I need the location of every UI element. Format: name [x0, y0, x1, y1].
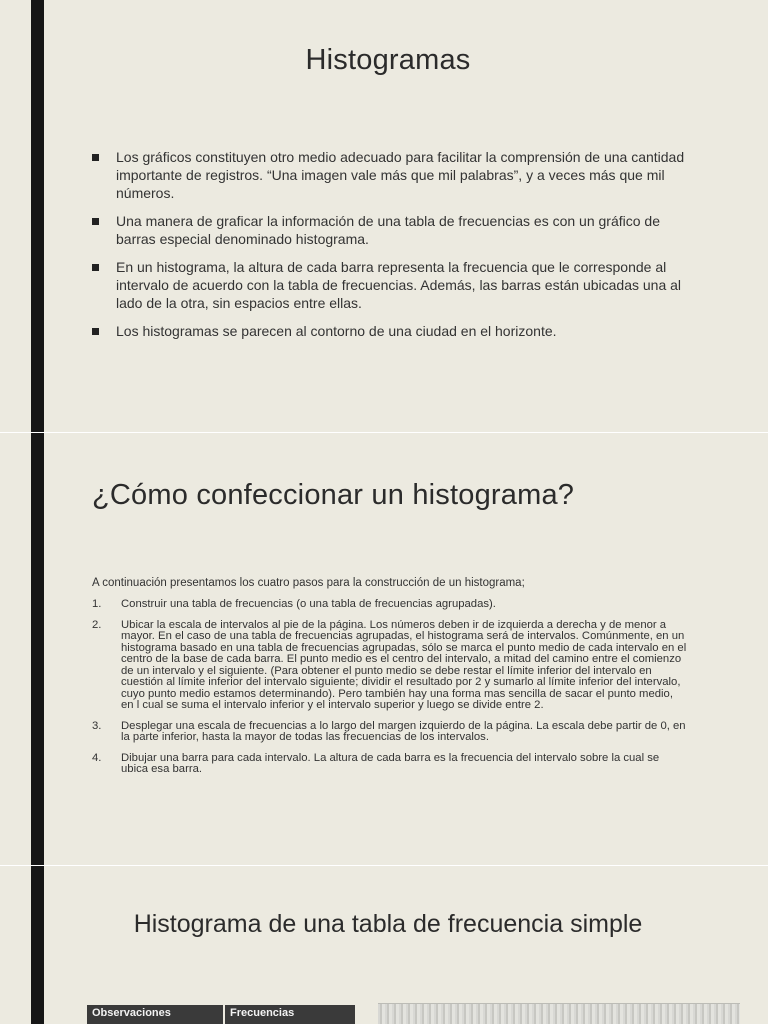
bullet-item: Los histogramas se parecen al contorno de una ciudad en el horizonte.	[92, 322, 692, 340]
step-item: 1. Construir una tabla de frecuencias (o una tabla de frecuencias agrupadas).	[92, 598, 496, 610]
square-bullet-icon	[92, 218, 99, 225]
bullet-item: Una manera de graficar la información de una tabla de frecuencias es con un gráfico de barras especial denominado histograma.	[92, 212, 692, 248]
bullet-list	[92, 148, 692, 350]
intro-text: A continuación presentamos los cuatro pasos para la construcción de un histograma;	[92, 577, 525, 589]
step-item: 3. Desplegar una escala de frecuencias a lo largo del margen izquierdo de la página. La escala debe partir de 0, en la parte inferior, hasta la mayor de todas las frecuencias de los intervalos.	[92, 719, 686, 743]
steps-list	[92, 599, 688, 785]
square-bullet-icon	[92, 328, 99, 335]
slide-histograma-tabla-simple	[0, 866, 768, 1024]
slide-title: ¿Cómo confeccionar un histograma?	[92, 479, 575, 511]
slide-title: Histogramas	[305, 44, 471, 76]
table-header-observaciones: Observaciones	[87, 1005, 225, 1024]
slide-histogramas	[0, 0, 768, 432]
bullet-item: Los gráficos constituyen otro medio adecuado para facilitar la comprensión de una cantidad importante de registros. “Una imagen vale más que mil palabras”, y a veces más que mil números.	[92, 148, 692, 202]
slide-accent-bar	[31, 433, 44, 865]
slide-como-confeccionar	[0, 433, 768, 865]
square-bullet-icon	[92, 264, 99, 271]
bullet-item: En un histograma, la altura de cada barra representa la frecuencia que le corresponde al intervalo de acuerdo con la tabla de frecuencias. Además, las barras están ubicadas una al lado de la otra, sin espacios entre ellas.	[92, 258, 692, 312]
slide-accent-bar	[31, 866, 44, 1024]
table-header-frecuencias: Frecuencias	[230, 1007, 295, 1019]
step-item: 2. Ubicar la escala de intervalos al pie de la página. Los números deben ir de izquierda a derecha y de menor a mayor. En el caso de una tabla de frecuencias agrupadas, el histograma será de intervalos. Comúnmente, en un histograma basado en una tabla de frecuencias agrupadas, sólo se marca el punto medio de cada intervalo en el centro de la base de cada barra. El punto medio es el centro del intervalo, a mitad del camino entre el comienzo de un intervalo y el siguiente. (Para obtener el punto medio se debe restar el límite inferior del intervalo en cuestión al límite inferior del intervalo siguiente; dividir el resultado por 2 y sumarlo al límite inferior del intervalo, cuyo punto medio estamos determinando). Pero también hay una forma mas sencilla de sacar el punto medio, en l cual se suma el intervalo inferior y el intervalo superior y luego se divide entre 2.	[92, 618, 687, 711]
slide-title: Histograma de una tabla de frecuencia simple	[133, 910, 643, 938]
step-item: 4. Dibujar una barra para cada intervalo. La altura de cada barra es la frecuencia del intervalo sobre la cual se ubica esa barra.	[92, 751, 660, 775]
histogram-image	[378, 1003, 740, 1024]
frequency-table-header	[87, 1005, 355, 1024]
square-bullet-icon	[92, 154, 99, 161]
